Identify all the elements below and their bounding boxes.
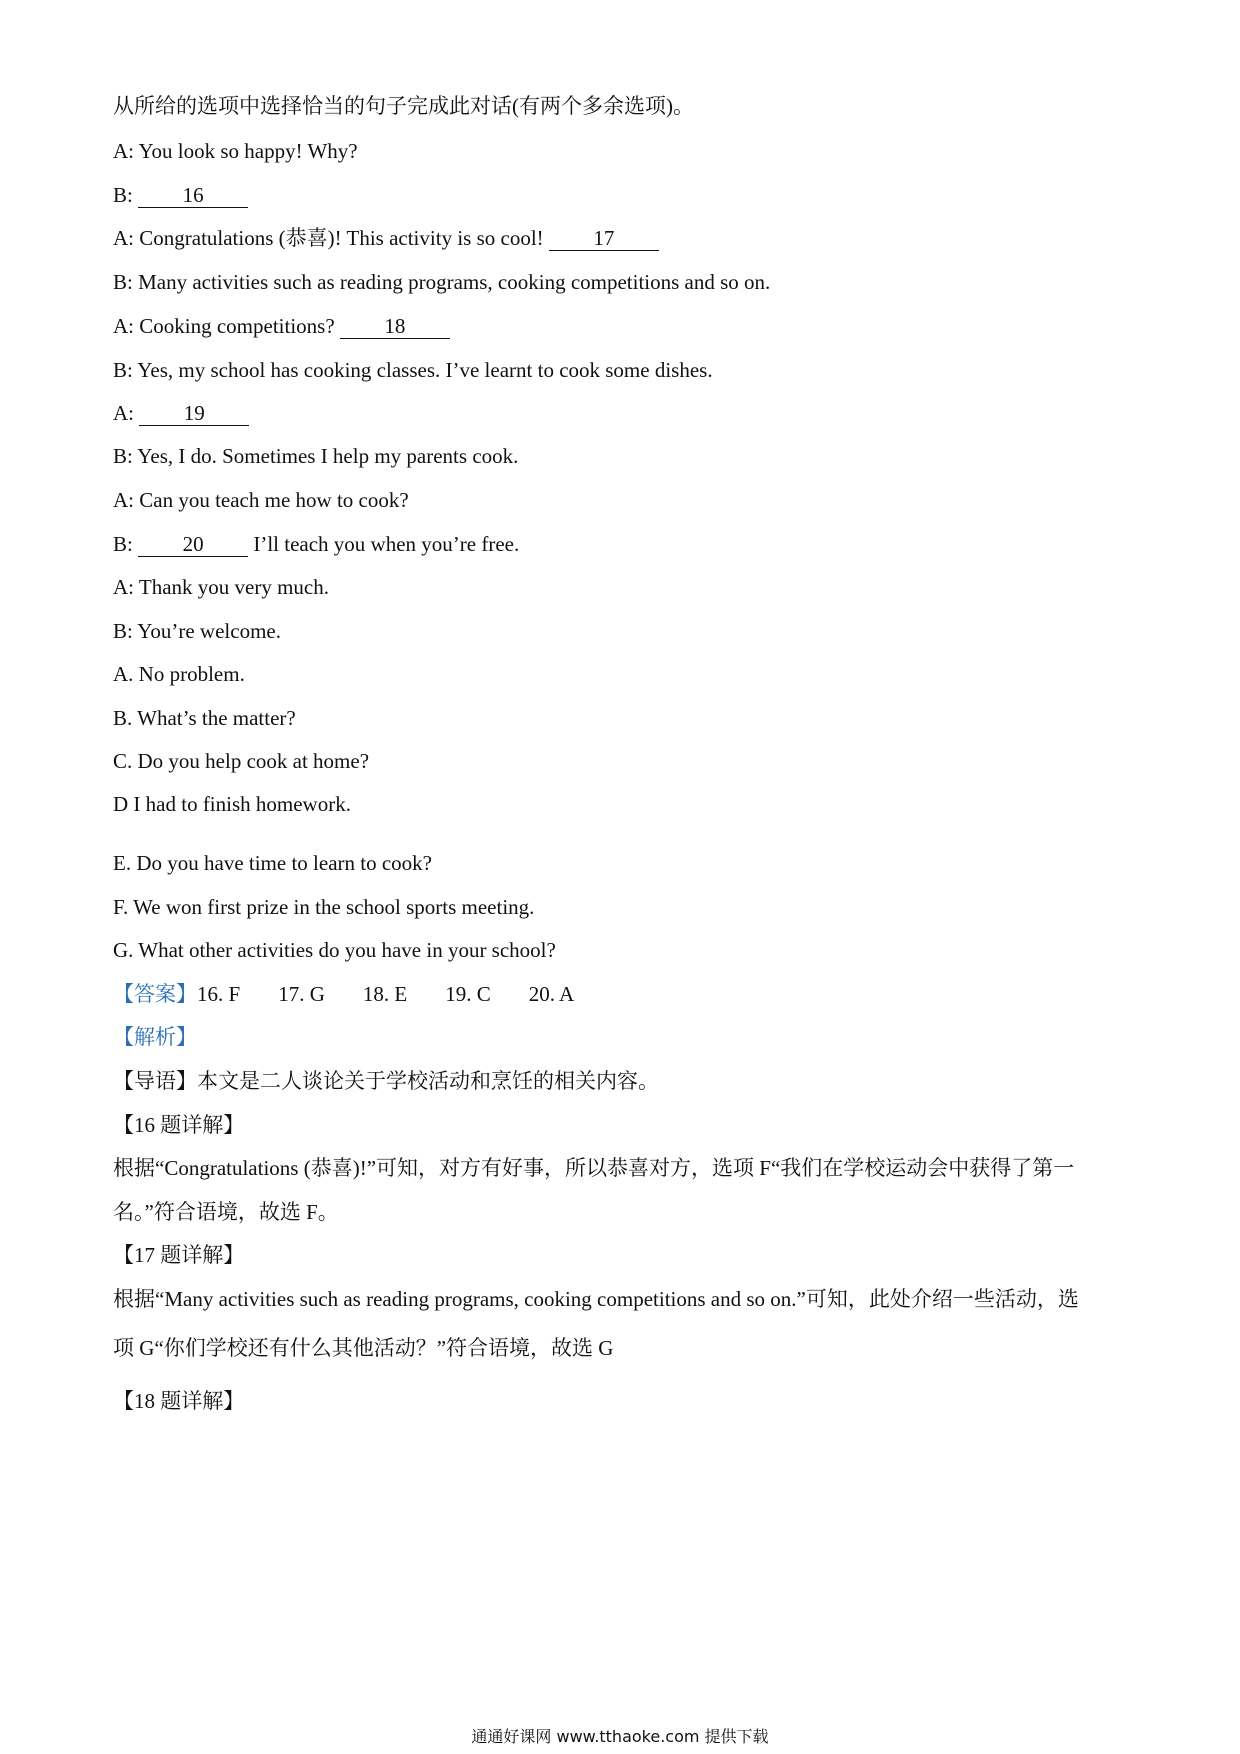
q18-title: 【18 题详解】: [113, 1389, 245, 1413]
analysis-intro: 【导语】本文是二人谈论关于学校活动和烹饪的相关内容。: [113, 1069, 659, 1093]
answer-item: 19. C: [445, 982, 491, 1006]
dialogue-line: A: Can you teach me how to cook?: [113, 488, 409, 512]
instruction: 从所给的选项中选择恰当的句子完成此对话(有两个多余选项)。: [113, 94, 694, 118]
dialogue-line: B: Yes, I do. Sometimes I help my parents cook.: [113, 444, 519, 468]
q17-explanation: 项 G“你们学校还有什么其他活动？”符合语境，故选 G: [113, 1336, 614, 1360]
answer-item: 16. F: [197, 982, 241, 1006]
blank-16: 16: [138, 183, 248, 208]
q17-explanation: 根据“Many activities such as reading programs, cooking competitions and so on.”可知，此处介绍一些活动，选: [113, 1287, 1079, 1311]
page-footer: 通通好课网 www.tthaoke.com 提供下载: [471, 1727, 769, 1746]
blank-18: 18: [340, 314, 450, 339]
option-c: C. Do you help cook at home?: [113, 749, 370, 773]
analysis-label: 【解析】: [113, 1025, 197, 1049]
blank-17: 17: [549, 226, 659, 251]
dialogue-line: B: 20 I’ll teach you when you’re free.: [113, 532, 520, 556]
answer-label: 【答案】: [113, 982, 197, 1006]
dialogue-line: B: You’re welcome.: [113, 619, 281, 643]
answer-item: 18. E: [362, 982, 408, 1006]
blank-19: 19: [139, 401, 249, 426]
q17-title: 【17 题详解】: [113, 1243, 245, 1267]
dialogue-line: A: Congratulations (恭喜)! This activity is so cool! 17: [113, 224, 659, 252]
answer-line: [113, 980, 574, 1008]
answer-item: 17. G: [278, 982, 325, 1006]
option-f: F. We won first prize in the school sports meeting.: [113, 895, 535, 919]
dialogue-line: B: Yes, my school has cooking classes. I’ve learnt to cook some dishes.: [113, 358, 713, 382]
dialogue-line: B: Many activities such as reading programs, cooking competitions and so on.: [113, 270, 771, 294]
option-b: B. What’s the matter?: [113, 706, 296, 730]
dialogue-line: A: Thank you very much.: [113, 575, 329, 599]
q16-explanation: 名。”符合语境，故选 F。: [113, 1200, 339, 1224]
option-a: A. No problem.: [113, 662, 245, 686]
q16-explanation: 根据“Congratulations (恭喜)!”可知，对方有好事，所以恭喜对方，选项 F“我们在学校运动会中获得了第一: [113, 1156, 1075, 1180]
option-e: E. Do you have time to learn to cook?: [113, 851, 432, 875]
blank-20: 20: [138, 532, 248, 557]
q16-title: 【16 题详解】: [113, 1113, 245, 1137]
dialogue-line: A: You look so happy! Why?: [113, 139, 358, 163]
dialogue-line: A: 19: [113, 399, 249, 427]
option-g: G. What other activities do you have in your school?: [113, 938, 556, 962]
option-d: D I had to finish homework.: [113, 792, 351, 816]
dialogue-line: B: 16: [113, 181, 248, 209]
dialogue-line: A: Cooking competitions? 18: [113, 312, 450, 340]
answer-item: 20. A: [528, 982, 575, 1006]
